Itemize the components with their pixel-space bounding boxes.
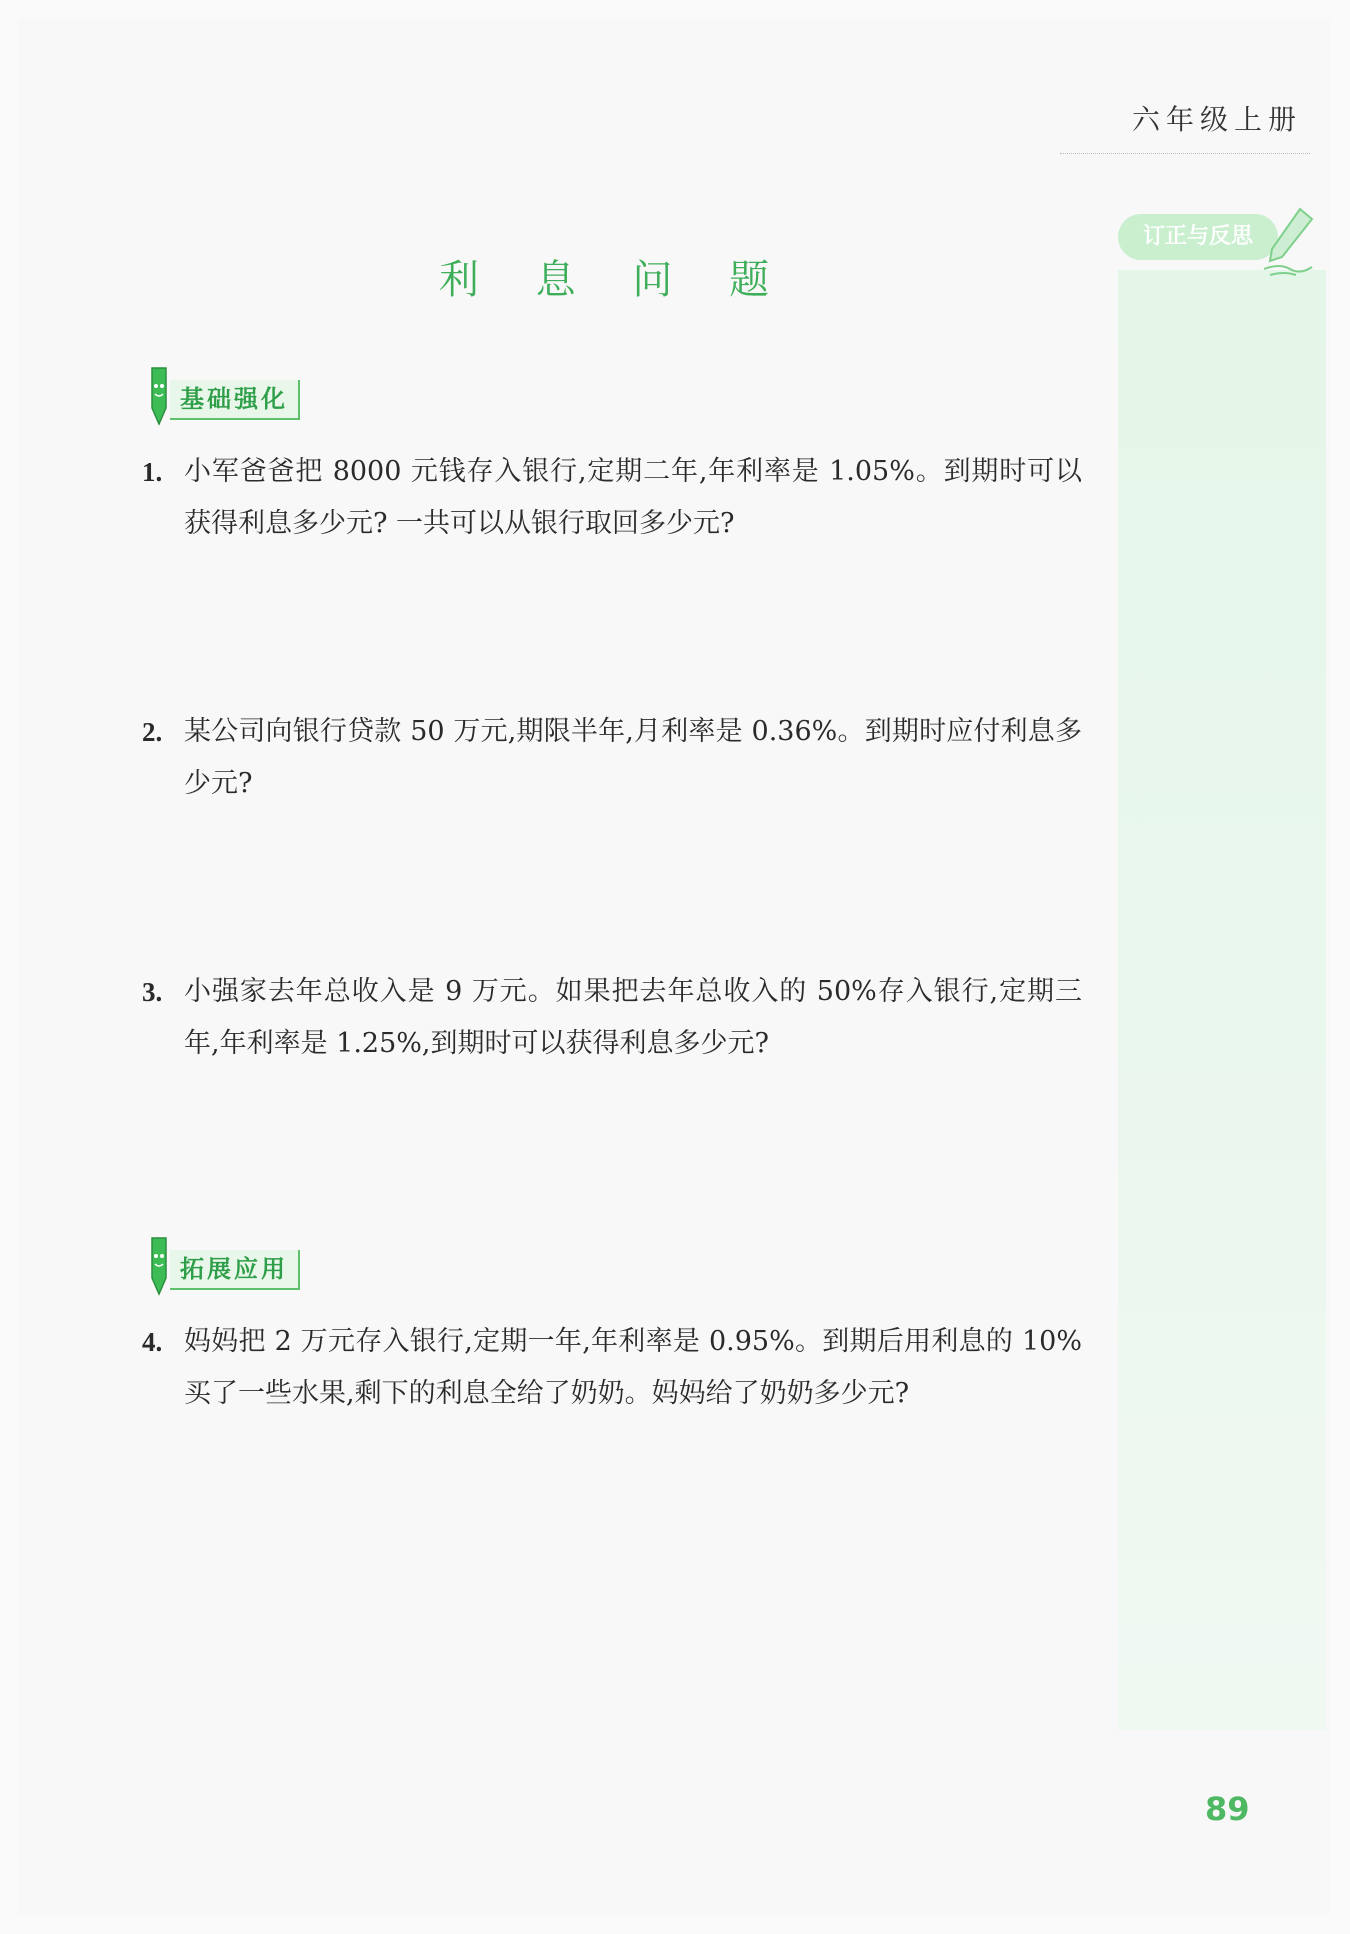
question-3 xyxy=(142,966,1082,1070)
question-1 xyxy=(142,446,1082,550)
question-number: 4. xyxy=(142,1327,163,1357)
question-text: 某公司向银行贷款 50 万元,期限半年,月利率是 0.36%。到期时应付利息多少元? xyxy=(184,716,1082,799)
section-heading-text: 基础强化 xyxy=(170,380,300,420)
question-number: 2. xyxy=(142,717,163,747)
question-2 xyxy=(142,706,1082,810)
pen-icon xyxy=(1260,205,1316,277)
page-title: 利 息 问 题 xyxy=(438,257,792,303)
page-number: 89 xyxy=(1205,1790,1250,1828)
grade-label: 六年级上册 xyxy=(1060,98,1310,154)
correction-label: 订正与反思 xyxy=(1118,214,1278,260)
question-text: 小军爸爸把 8000 元钱存入银行,定期二年,年利率是 1.05%。到期时可以获得利息多少元? 一共可以从银行取回多少元? xyxy=(184,456,1082,539)
section-heading-text: 拓展应用 xyxy=(170,1250,300,1290)
question-text: 妈妈把 2 万元存入银行,定期一年,年利率是 0.95%。到期后用利息的 10%买了一些水果,剩下的利息全给了奶奶。妈妈给了奶奶多少元? xyxy=(184,1326,1082,1409)
question-number: 1. xyxy=(142,457,163,487)
question-4 xyxy=(142,1316,1082,1420)
correction-panel xyxy=(1118,270,1326,1730)
question-number: 3. xyxy=(142,977,163,1007)
question-text: 小强家去年总收入是 9 万元。如果把去年总收入的 50%存入银行,定期三年,年利率是 1.25%,到期时可以获得利息多少元? xyxy=(184,976,1082,1059)
